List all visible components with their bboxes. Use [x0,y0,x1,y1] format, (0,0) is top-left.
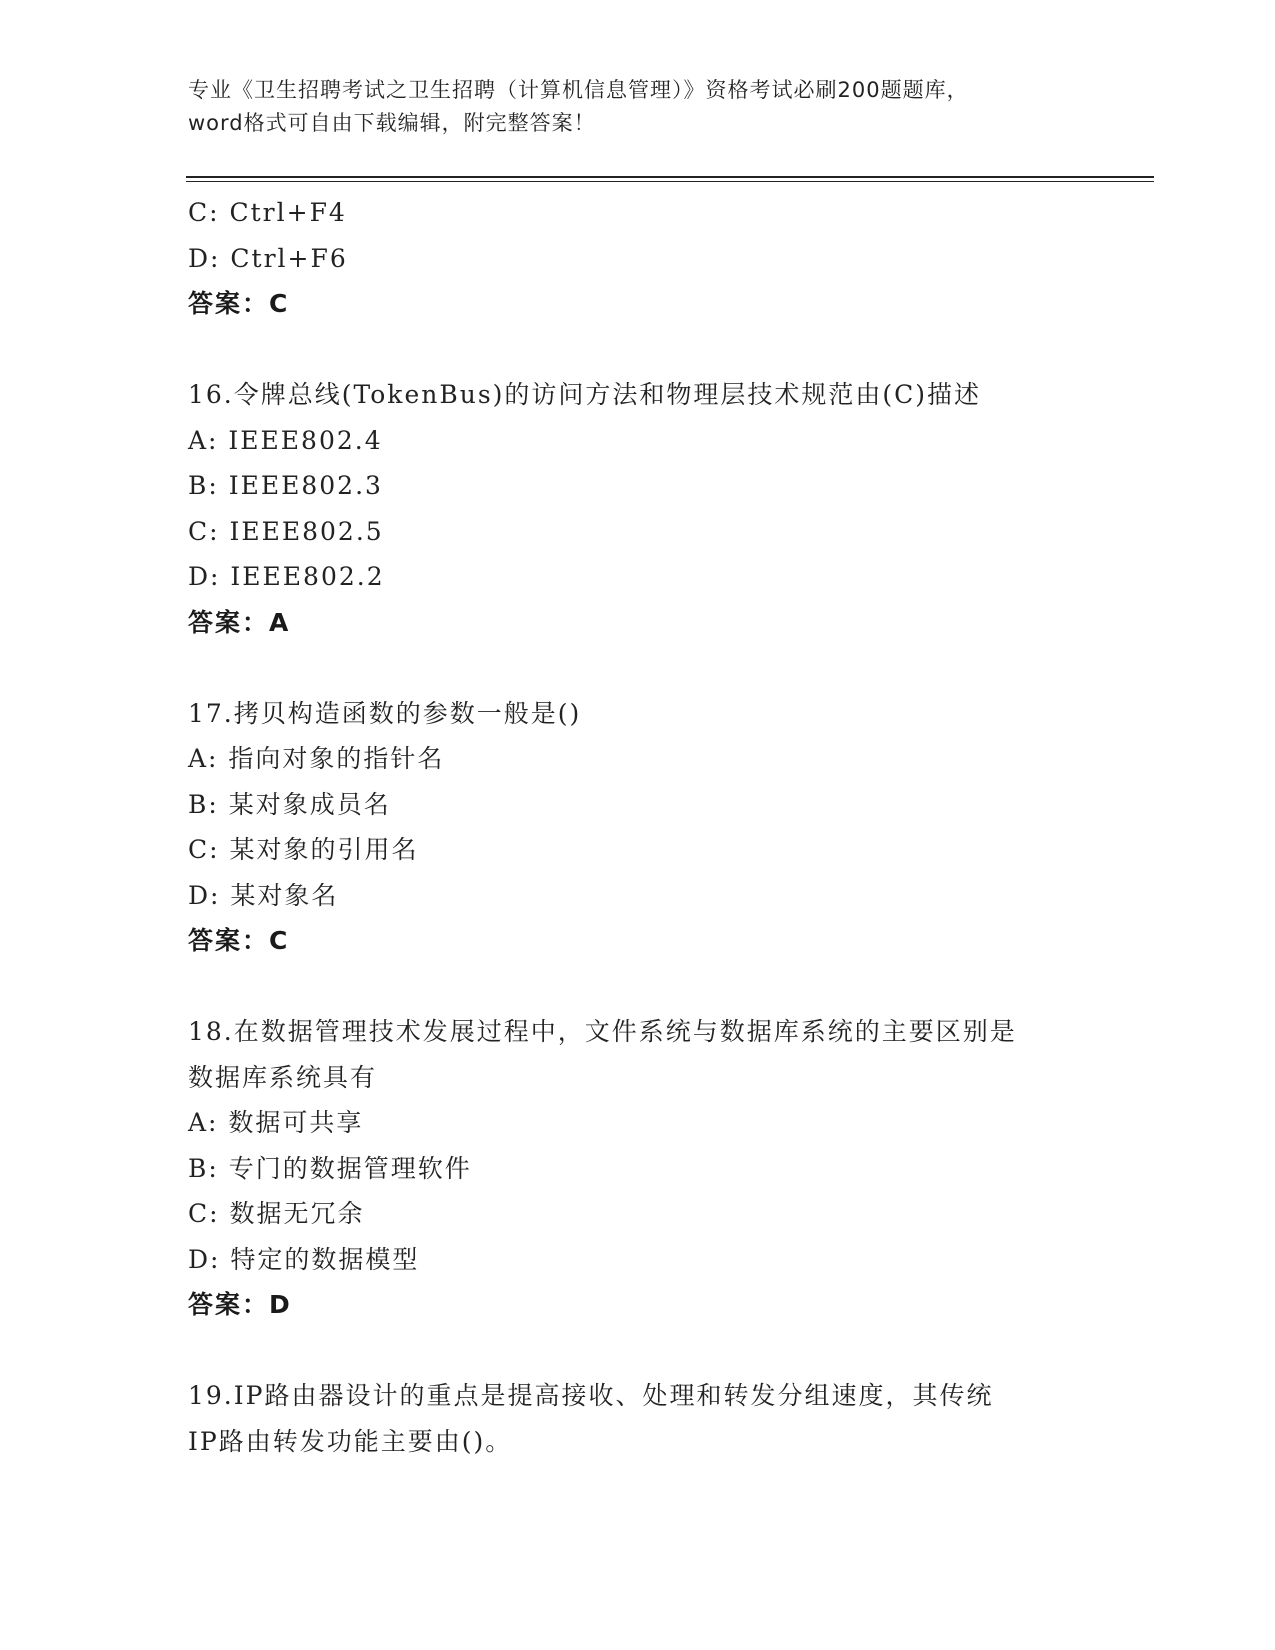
option-d: D: IEEE802.2 [188,562,385,591]
question-block-17 [188,691,1108,964]
answer-line: 答案：A [188,607,291,637]
option-d: D: 某对象名 [188,880,339,910]
option-a: A: IEEE802.4 [188,425,383,455]
option-c: C: 数据无冗余 [188,1199,365,1228]
option-a: A: 指向对象的指针名 [188,744,445,773]
header-divider-thin [186,181,1154,182]
option-c: C: IEEE802.5 [188,516,384,546]
option-b: B: 某对象成员名 [188,789,391,819]
option-c: C: Ctrl+F4 [188,198,347,227]
question-list [188,190,1108,1464]
question-block-continued [188,190,1108,327]
document-header [188,74,1088,140]
answer-line: 答案：C [188,289,290,318]
answer-line: 答案：C [188,926,290,955]
question-gap [188,1328,1108,1374]
question-stem-line-1: 18.在数据管理技术发展过程中，文件系统与数据库系统的主要区别是 [188,1017,1017,1046]
option-b: B: 专门的数据管理软件 [188,1153,472,1183]
question-block-19 [188,1373,1108,1464]
option-d: D: 特定的数据模型 [188,1244,420,1274]
answer-line: 答案：D [188,1290,292,1319]
question-stem-line-2: 数据库系统具有 [188,1062,378,1092]
question-stem: 17.拷贝构造函数的参数一般是() [188,698,582,728]
option-a: A: 数据可共享 [188,1108,364,1137]
question-gap [188,327,1108,373]
option-c: C: 某对象的引用名 [188,835,419,864]
question-block-16 [188,372,1108,645]
question-stem: 16.令牌总线(TokenBus)的访问方法和物理层技术规范由(C)描述 [188,380,982,409]
question-gap [188,964,1108,1010]
option-d: D: Ctrl+F6 [188,243,348,273]
question-gap [188,645,1108,691]
option-b: B: IEEE802.3 [188,471,383,500]
question-stem-line-2: IP路由转发功能主要由()。 [188,1426,513,1456]
header-title-line-2: word格式可自由下载编辑，附完整答案！ [188,111,596,135]
question-stem-line-1: 19.IP路由器设计的重点是提高接收、处理和转发分组速度，其传统 [188,1381,994,1410]
question-block-18 [188,1009,1108,1328]
header-title-line-1: 专业《卫生招聘考试之卫生招聘（计算机信息管理）》资格考试必刷200题题库， [188,78,969,102]
header-divider-thick [186,176,1154,178]
